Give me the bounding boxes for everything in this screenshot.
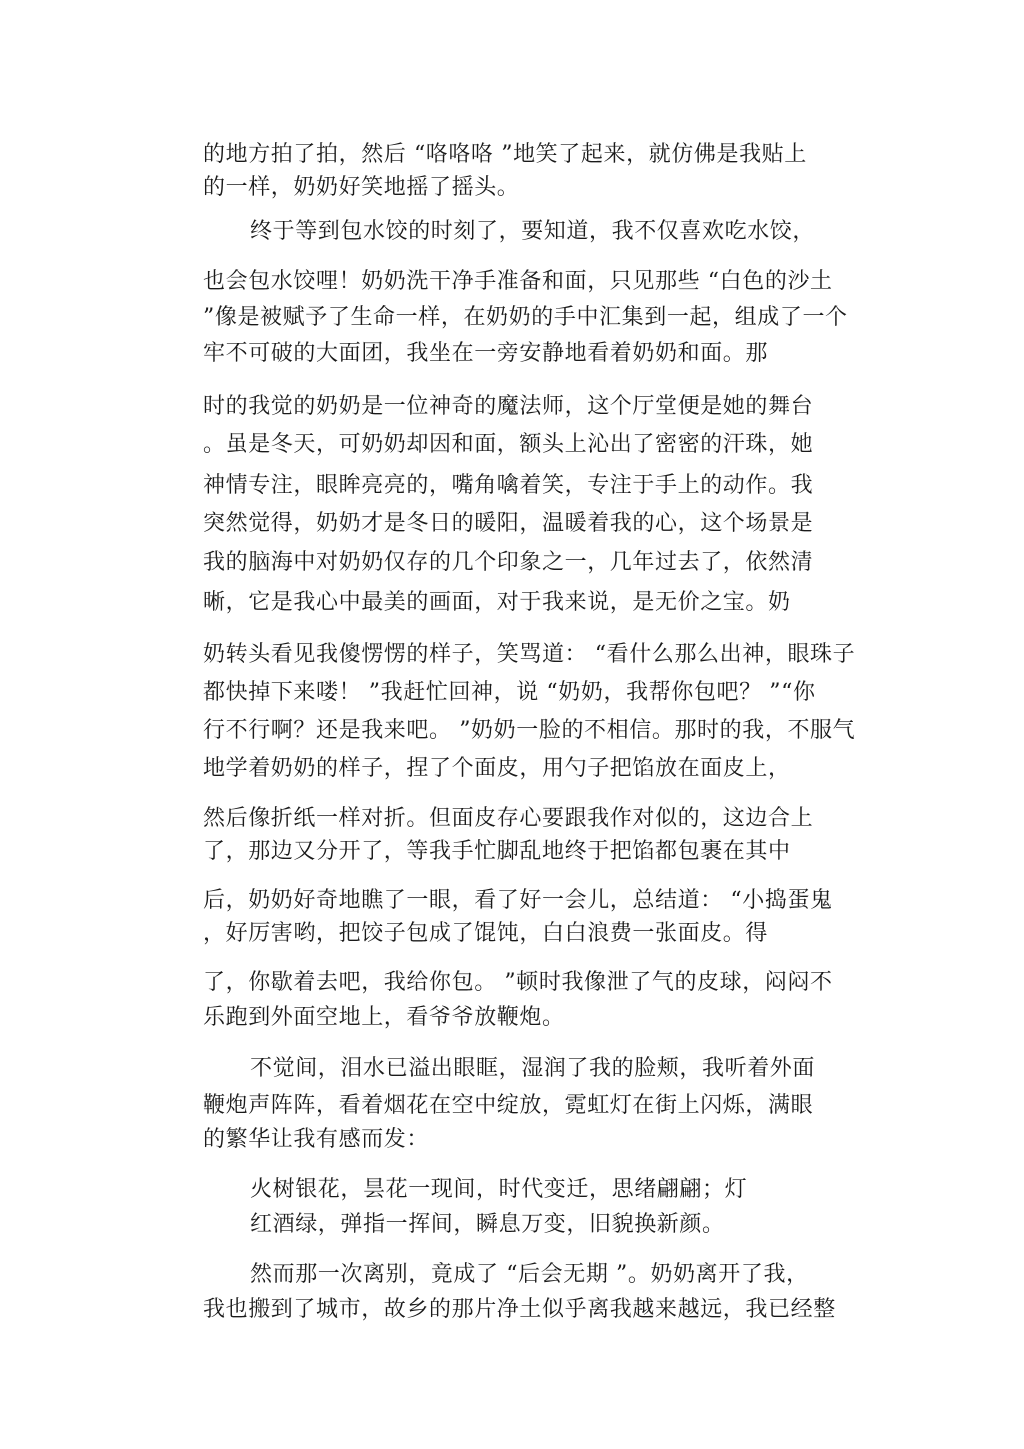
text-line: 终于等到包水饺的时刻了，要知道，我不仅喜欢吃水饺，	[250, 219, 816, 244]
text-line: 然后像折纸一样对折。但面皮存心要跟我作对似的，这边合上	[203, 806, 814, 831]
text-line: 地学着奶奶的样子，捏了个面皮，用勺子把馅放在面皮上，	[203, 756, 791, 781]
text-line: 都快掉下来喽！ ”我赶忙回神，说 “奶奶，我帮你包吧？ ”“你	[203, 680, 816, 705]
text-line: 。虽是冬天，可奶奶却因和面，额头上沁出了密密的汗珠，她	[203, 432, 814, 457]
text-line: 牢不可破的大面团，我坐在一旁安静地看着奶奶和面。那	[203, 341, 769, 366]
text-line: 突然觉得，奶奶才是冬日的暖阳，温暖着我的心，这个场景是	[203, 511, 814, 536]
text-line: 我也搬到了城市，故乡的那片净土似乎离我越来越远，我已经整	[203, 1297, 836, 1322]
text-line: 行不行啊？还是我来吧。 ”奶奶一脸的不相信。那时的我，不服气	[203, 718, 856, 743]
text-line: 然而那一次离别，竟成了 “后会无期 ”。奶奶离开了我，	[250, 1262, 809, 1287]
text-line: 时的我觉的奶奶是一位神奇的魔法师，这个厅堂便是她的舞台	[203, 394, 814, 419]
text-line: 神情专注，眼眸亮亮的，嘴角噙着笑，专注于手上的动作。我	[203, 473, 814, 498]
text-line: 了，那边又分开了，等我手忙脚乱地终于把馅都包裹在其中	[203, 839, 791, 864]
text-line: 后，奶奶好奇地瞧了一眼，看了好一会儿，总结道： “小捣蛋鬼	[203, 888, 833, 913]
text-line: 乐跑到外面空地上，看爷爷放鞭炮。	[203, 1005, 565, 1030]
text-line: 不觉间，泪水已溢出眼眶，湿润了我的脸颊，我听着外面	[250, 1056, 816, 1081]
text-line: 的地方拍了拍，然后 “咯咯咯 ”地笑了起来，就仿佛是我贴上	[203, 142, 807, 167]
text-line: ”像是被赋予了生命一样，在奶奶的手中汇集到一起，组成了一个	[203, 305, 848, 330]
text-line: 也会包水饺哩！奶奶洗干净手准备和面，只见那些 “白色的沙土	[203, 269, 833, 294]
text-line: 红酒绿，弹指一挥间，瞬息万变，旧貌换新颜。	[250, 1212, 725, 1237]
text-line: 火树银花，昙花一现间，时代变迁，思绪翩翩；灯	[250, 1177, 748, 1202]
text-line: 鞭炮声阵阵，看着烟花在空中绽放，霓虹灯在街上闪烁，满眼	[203, 1093, 814, 1118]
text-line: ，好厉害哟，把饺子包成了馄饨，白白浪费一张面皮。得	[203, 921, 769, 946]
text-line: 我的脑海中对奶奶仅存的几个印象之一，几年过去了，依然清	[203, 550, 814, 575]
text-line: 了，你歇着去吧，我给你包。 ”顿时我像泄了气的皮球，闷闷不	[203, 970, 833, 995]
text-line: 的一样，奶奶好笑地摇了摇头。	[203, 175, 520, 200]
text-line: 晰，它是我心中最美的画面，对于我来说，是无价之宝。奶	[203, 590, 791, 615]
text-line: 奶转头看见我傻愣愣的样子，笑骂道： “看什么那么出神，眼珠子	[203, 642, 856, 667]
text-line: 的繁华让我有感而发：	[203, 1127, 430, 1152]
